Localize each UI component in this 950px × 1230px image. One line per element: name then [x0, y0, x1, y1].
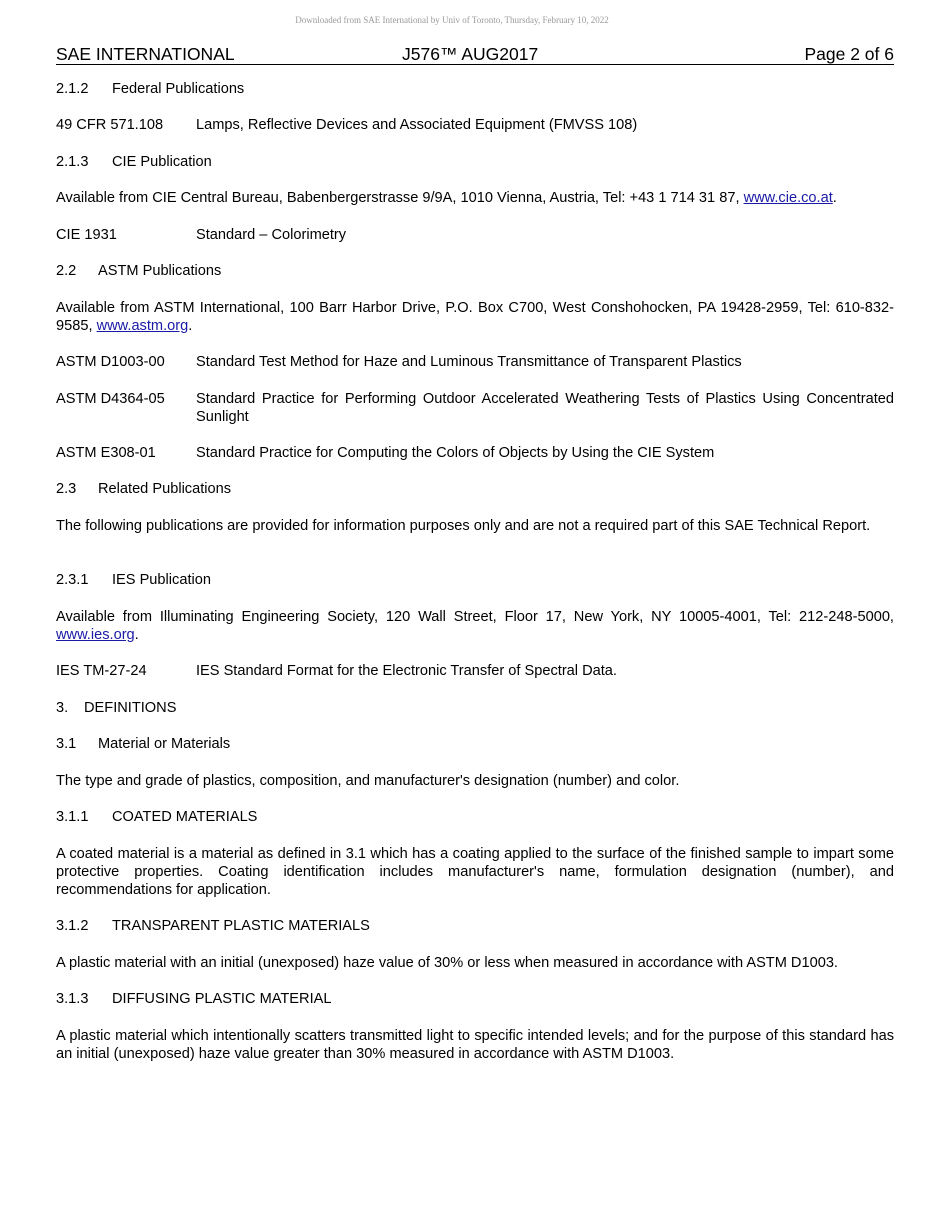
reference-title: Standard – Colorimetry — [196, 227, 347, 243]
reference-code: CIE 1931 — [56, 227, 117, 243]
section-number: 2.1.3 — [56, 154, 89, 170]
punctuation: . — [188, 318, 193, 334]
reference-entry — [56, 390, 894, 426]
definition-paragraph: The type and grade of plastics, composition, and manufacturer's designation (number) and color. — [56, 773, 680, 789]
cie-availability-paragraph — [56, 189, 894, 207]
section-number: 3.1.3 — [56, 991, 89, 1007]
header-page-number: Page 2 of 6 — [804, 44, 894, 64]
reference-code: 49 CFR 571.108 — [56, 117, 164, 133]
availability-text: Available from CIE Central Bureau, Babenbergerstrasse 9/9A, 1010 Vienna, Austria, Tel: +43 1 714 31 87, — [56, 190, 744, 206]
definition-paragraph: A plastic material with an initial (unexposed) haze value of 30% or less when measured in accordance with ASTM D1003. — [56, 955, 838, 971]
section-title: Material or Materials — [98, 736, 231, 752]
section-heading-2-3-1 — [56, 571, 894, 589]
section-heading-3-1 — [56, 735, 894, 753]
reference-entry — [56, 444, 894, 462]
section-title: DIFFUSING PLASTIC MATERIAL — [112, 991, 332, 1007]
section-title: Federal Publications — [112, 81, 245, 97]
section-number: 3.1.1 — [56, 809, 89, 825]
section-heading-2-2 — [56, 262, 894, 280]
availability-text: Available from Illuminating Engineering Society, 120 Wall Street, Floor 17, New York, NY 10005-4001, Tel: 212-248-5000, — [56, 609, 894, 625]
section-number: 2.3 — [56, 481, 77, 497]
reference-code: ASTM E308-01 — [56, 445, 156, 461]
page-header — [56, 44, 894, 65]
section-heading-2-3 — [56, 480, 894, 498]
section-heading-3-1-1 — [56, 808, 894, 826]
section-heading-3-1-2 — [56, 917, 894, 935]
section-title: DEFINITIONS — [84, 700, 177, 716]
reference-title: Standard Test Method for Haze and Luminous Transmittance of Transparent Plastics — [196, 354, 742, 370]
download-watermark: Downloaded from SAE International by Univ of Toronto, Thursday, February 10, 2022 — [295, 15, 609, 25]
section-number: 2.3.1 — [56, 572, 89, 588]
ies-availability-paragraph — [56, 608, 894, 644]
section-heading-2-1-3 — [56, 153, 894, 171]
section-title: IES Publication — [112, 572, 211, 588]
reference-entry — [56, 116, 894, 134]
reference-entry — [56, 662, 894, 680]
section-number: 3.1 — [56, 736, 77, 752]
reference-title: IES Standard Format for the Electronic Transfer of Spectral Data. — [196, 663, 617, 679]
reference-code: ASTM D1003-00 — [56, 354, 165, 370]
section-title: TRANSPARENT PLASTIC MATERIALS — [112, 918, 370, 934]
definition-paragraph: A coated material is a material as defined in 3.1 which has a coating applied to the surface of the finished sample to impart some protective properties. Coating identification includes manufacturer's name, formulation designation (number), and recommendations for application. — [56, 846, 894, 898]
related-publications-paragraph: The following publications are provided for information purposes only and are not a required part of this SAE Technical Report. — [56, 518, 871, 534]
reference-code: ASTM D4364-05 — [56, 391, 165, 407]
section-number: 3. — [56, 700, 69, 716]
punctuation: . — [832, 190, 837, 206]
section-heading-3 — [56, 699, 894, 717]
definition-paragraph: A plastic material which intentionally scatters transmitted light to specific intended levels; and for the purpose of this standard has an initial (unexposed) haze value greater than 30% measured in accordance with ASTM D1003. — [56, 1028, 894, 1062]
section-heading-2-1-2 — [56, 80, 894, 98]
section-title: COATED MATERIALS — [112, 809, 258, 825]
reference-code: IES TM-27-24 — [56, 663, 147, 679]
section-heading-3-1-3 — [56, 990, 894, 1008]
reference-entry — [56, 226, 894, 244]
reference-title: Lamps, Reflective Devices and Associated Equipment (FMVSS 108) — [196, 117, 638, 133]
section-title: CIE Publication — [112, 154, 212, 170]
section-number: 2.2 — [56, 263, 77, 279]
section-title: Related Publications — [98, 481, 232, 497]
cie-website-link[interactable]: www.cie.co.at — [743, 190, 833, 206]
section-number: 3.1.2 — [56, 918, 89, 934]
header-org: SAE INTERNATIONAL — [56, 44, 235, 64]
astm-availability-paragraph — [56, 299, 894, 335]
astm-website-link[interactable]: www.astm.org — [96, 318, 189, 334]
reference-title: Standard Practice for Performing Outdoor Accelerated Weathering Tests of Plastics Using Concentrated Sunlight — [196, 391, 894, 425]
punctuation: . — [134, 627, 139, 643]
reference-entry — [56, 353, 894, 371]
ies-website-link[interactable]: www.ies.org — [56, 627, 135, 643]
header-doc-id: J576™ AUG2017 — [402, 44, 539, 64]
availability-text: Available from ASTM International, 100 Barr Harbor Drive, P.O. Box C700, West Conshohocken, PA 19428-2959, Tel: 610-832-9585, — [56, 300, 894, 334]
section-number: 2.1.2 — [56, 81, 89, 97]
reference-title: Standard Practice for Computing the Colors of Objects by Using the CIE System — [196, 445, 715, 461]
section-title: ASTM Publications — [98, 263, 222, 279]
